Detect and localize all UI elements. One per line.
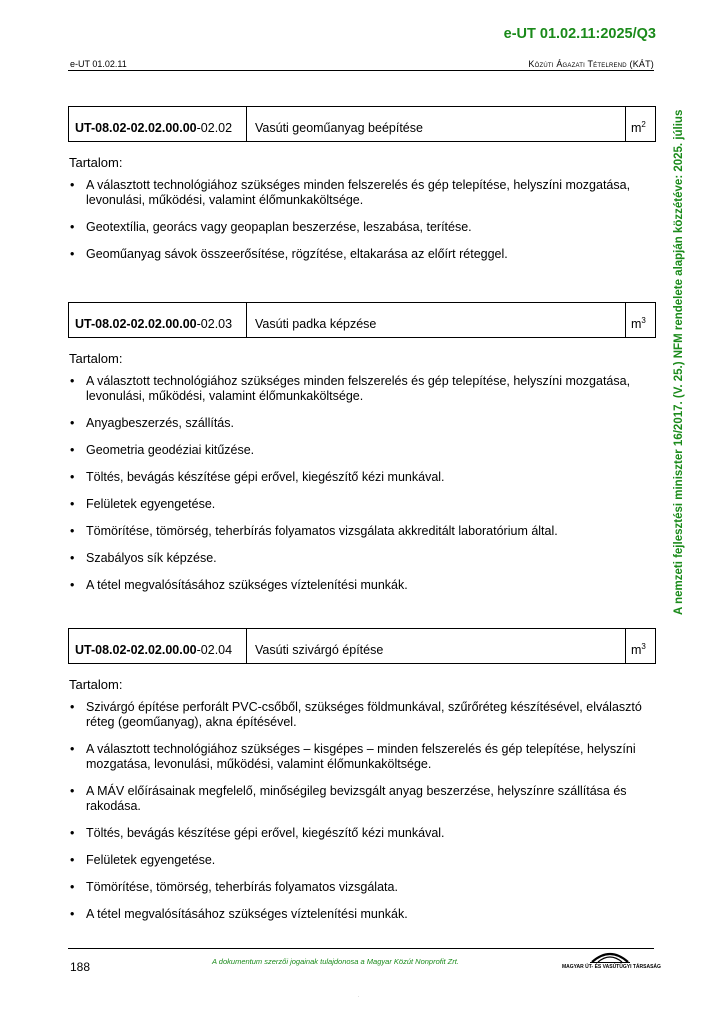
item-header-box <box>68 302 656 338</box>
item-code: UT-08.02-02.02.00.00-02.02 <box>69 107 247 141</box>
item-code: UT-08.02-02.02.00.00-02.04 <box>69 629 247 663</box>
list-item: • A választott technológiához szükséges – kisgépes – minden felszerelés és gép telepítése, helyszíni mozgatása, levonulási, működési, valamint élőmunkaköltsége. <box>86 742 656 772</box>
page-number: 188 <box>70 960 91 974</box>
list-item: • Geoműanyag sávok összeerősítése, rögzítése, eltakarása az előírt réteggel. <box>86 247 656 262</box>
document-code: e-UT 01.02.11:2025/Q3 <box>503 26 656 42</box>
list-item: • A tétel megvalósításához szükséges víztelenítési munkák. <box>86 907 656 922</box>
header-right: Közúti Ágazati Tételrend (KÁT) <box>528 59 654 69</box>
list-item: • Anyagbeszerzés, szállítás. <box>86 416 656 431</box>
list-item: • Tömörítése, tömörség, teherbírás folyamatos vizsgálata akkreditált laboratórium által. <box>86 524 656 539</box>
logo <box>562 950 661 974</box>
content-label: Tartalom: <box>69 155 123 170</box>
bullet-list <box>68 700 656 922</box>
bridge-arc-icon <box>590 950 630 964</box>
list-item: • Töltés, bevágás készítése gépi erővel, kiegészítő kézi munkával. <box>86 470 656 485</box>
item-02-04 <box>68 628 656 934</box>
list-item: • Szabályos sík képzése. <box>86 551 656 566</box>
header-left: e-UT 01.02.11 <box>70 59 127 69</box>
item-header-box <box>68 106 656 142</box>
item-title: Vasúti geoműanyag beépítése <box>255 121 423 135</box>
footer-rule <box>68 948 654 949</box>
item-header-box <box>68 628 656 664</box>
content-label: Tartalom: <box>69 677 123 692</box>
list-item: • Felületek egyengetése. <box>86 853 656 868</box>
list-item: • Tömörítése, tömörség, teherbírás folyamatos vizsgálata. <box>86 880 656 895</box>
list-item: • Szivárgó építése perforált PVC-csőből, szükséges földmunkával, szűrőréteg készítésével, elválasztó réteg (geoműanyag), akna építésével. <box>86 700 656 730</box>
item-unit: $m^3$ <box>625 303 655 337</box>
item-title: Vasúti szivárgó építése <box>255 643 384 657</box>
content-label: Tartalom: <box>69 351 123 366</box>
item-unit: $m^2$ <box>625 107 655 141</box>
item-title: Vasúti padka képzése <box>255 317 377 331</box>
list-item: • A MÁV előírásainak megfelelő, minőségileg bevizsgált anyag beszerzése, helyszínre szállítása és rakodása. <box>86 784 656 814</box>
list-item: • Felületek egyengetése. <box>86 497 656 512</box>
list-item: • Töltés, bevágás készítése gépi erővel, kiegészítő kézi munkával. <box>86 826 656 841</box>
item-code: UT-08.02-02.02.00.00-02.03 <box>69 303 247 337</box>
list-item: • A tétel megvalósításához szükséges víztelenítési munkák. <box>86 578 656 593</box>
list-item: • A választott technológiához szükséges minden felszerelés és gép telepítése, helyszíni mozgatása, levonulási, működési, valamint élőmunkaköltsége. <box>86 178 656 208</box>
list-item: • Geometria geodéziai kitűzése. <box>86 443 656 458</box>
bullet-list <box>68 374 656 593</box>
header-rule <box>68 70 654 71</box>
footer-copyright: A dokumentum szerzői jogainak tulajdonosa a Magyar Közút Nonprofit Zrt. <box>212 957 459 966</box>
side-publication-note: A nemzeti fejlesztési miniszter 16/2017. (V. 25.) NFM rendelete alapján közzétéve: 2025. július <box>673 109 685 616</box>
bullet-list <box>68 178 656 262</box>
page-mark: . <box>358 993 360 999</box>
logo-text: MAGYAR ÚT- ÉS VASÚTÜGYI TÁRSASÁG <box>562 964 661 970</box>
list-item: • A választott technológiához szükséges minden felszerelés és gép telepítése, helyszíni mozgatása, levonulási, működési, valamint élőmunkaköltsége. <box>86 374 656 404</box>
item-02-03 <box>68 302 656 605</box>
item-02-02 <box>68 106 656 274</box>
item-unit: $m^3$ <box>625 629 655 663</box>
list-item: • Geotextília, georács vagy geopaplan beszerzése, leszabása, terítése. <box>86 220 656 235</box>
